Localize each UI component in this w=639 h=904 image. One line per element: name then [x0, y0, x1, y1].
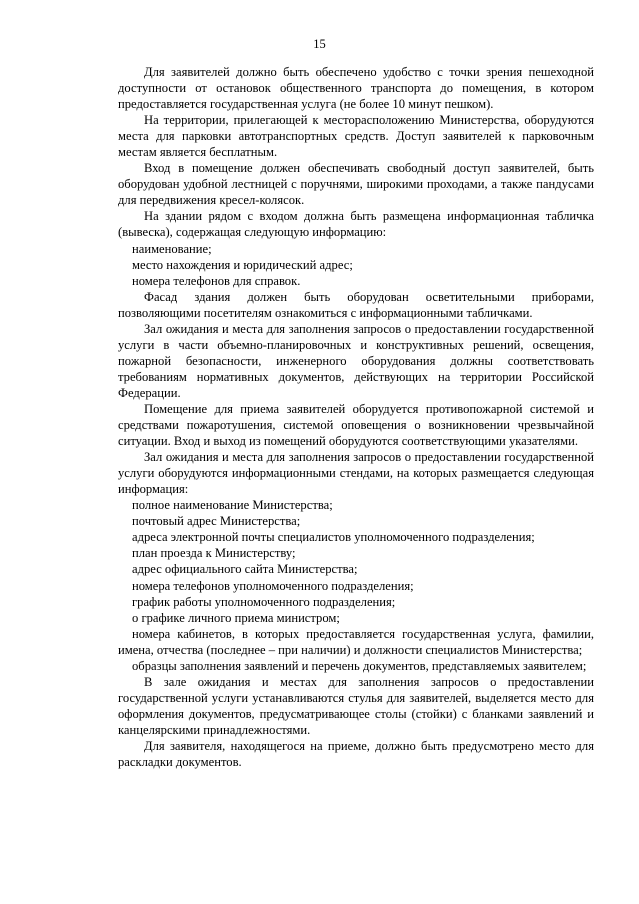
list-item: номера телефонов уполномоченного подразделения;	[132, 578, 414, 593]
page-number: 15	[313, 37, 326, 51]
list-item: место нахождения и юридический адрес;	[132, 257, 353, 272]
list-item: номера кабинетов, в которых предоставляется государственная услуга, фамилии, имена, отчества (последнее – при наличии) и должности специалистов Министерства;	[118, 626, 594, 657]
list-item: полное наименование Министерства;	[132, 498, 333, 513]
paragraph: В зале ожидания и местах для заполнения запросов о предоставлении государственной услуги устанавливаются стулья для заявителей, выделяется место для оформления документов, предусматривающее столы (стойки) с бланками заявлений и канцелярскими принадлежностями.	[118, 674, 594, 737]
list-item: почтовый адрес Министерства;	[132, 514, 301, 529]
list-item: адреса электронной почты специалистов уполномоченного подразделения;	[132, 530, 535, 545]
paragraph: Зал ожидания и места для заполнения запросов о предоставлении государственной услуги оборудуются информационными стендами, на которых размещается следующая информация:	[118, 450, 594, 497]
paragraph: На здании рядом с входом должна быть размещена информационная табличка (вывеска), содержащая следующую информацию:	[118, 209, 594, 240]
paragraph: Для заявителя, находящегося на приеме, должно быть предусмотрено место для раскладки документов.	[118, 738, 594, 770]
paragraph: Для заявителей должно быть обеспечено удобство с точки зрения пешеходной доступности от остановок общественного транспорта до помещения, в котором предоставляется государственная услуга (не более 10 минут пешком).	[118, 65, 594, 112]
list-item: адрес официального сайта Министерства;	[132, 562, 358, 577]
paragraph: Помещение для приема заявителей оборудуется противопожарной системой и средствами пожаротушения, системой оповещения о возникновении чрезвычайной ситуации. Вход и выход из помещений оборудуются соответствующими указателями.	[118, 401, 594, 449]
paragraph: На территории, прилегающей к месторасположению Министерства, оборудуются места для парковки автотранспортных средств. Доступ заявителей к парковочным местам является бесплатным.	[118, 113, 594, 160]
list-item: о графике личного приема министром;	[132, 610, 340, 625]
list-item: номера телефонов для справок.	[132, 273, 301, 288]
list-item: план проезда к Министерству;	[132, 546, 296, 561]
paragraph: Фасад здания должен быть оборудован осветительными приборами, позволяющими посетителям ознакомиться с информационными табличками.	[118, 289, 594, 320]
paragraph: Вход в помещение должен обеспечивать свободный доступ заявителей, быть оборудован удобной лестницей с поручнями, широкими проходами, а также пандусами для передвижения кресел-колясок.	[118, 161, 594, 208]
body-text	[118, 64, 594, 770]
paragraph: Зал ожидания и места для заполнения запросов о предоставлении государственной услуги в части объемно-планировочных и конструктивных решений, освещения, пожарной безопасности, инженерного оборудования должны соответствовать требованиям нормативных документов, действующих на территории Российской Федерации.	[118, 321, 594, 400]
list-item: образцы заполнения заявлений и перечень документов, представляемых заявителем;	[132, 658, 587, 673]
list-item: наименование;	[132, 241, 212, 256]
list-item: график работы уполномоченного подразделения;	[132, 594, 396, 609]
